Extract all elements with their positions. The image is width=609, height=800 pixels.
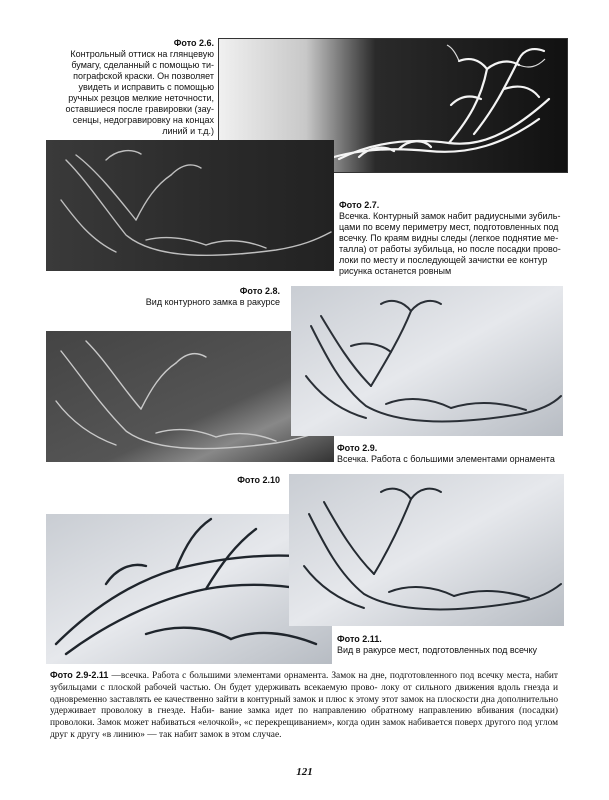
body-paragraph: Фото 2.9-2.11 —всечка. Работа с большими элементами орнамента. Замок на дне, подготовленного под всечку места, набит зубильцами с плоской рабочей частью. Он будет удерживать всекаемую прово- локу от сильного движения вдоль гнезда и одновременно заставлять ее качественно зайти в контурный замок и плюс к этому этот замок на плоскости дна дополнительно удерживает проволоку в гнезде. Наби- вание замка идет по направлению обратному направлению вбивания (посадки) проволоки. Замок может набиваться «елочкой», «с перекрещиванием», когда один замок набивается поверх другого под углом друг к другу «в линию» — так набит замок в этом случае. (50, 670, 559, 740)
photo-2-11-plate (289, 474, 564, 626)
caption-photo-2-8: Фото 2.8. Вид контурного замка в ракурсе (145, 286, 280, 307)
caption-photo-2-10: Фото 2.10 (237, 475, 280, 485)
caption-photo-2-6: Фото 2.6. Контрольный оттиск на глянцевую бумагу, сделанный с помощью ти- пографской краски. Он позволяет увидеть и исправить с помощью ручных резцов мелкие неточности, оставшиеся после гравировки (зау- сенцы, недогравировку на концах линий и т.д.) (48, 38, 214, 137)
photo-2-7-plate (46, 140, 334, 271)
photo-2-9-plate (291, 286, 563, 436)
page-number: 121 (296, 766, 313, 778)
caption-photo-2-11: Фото 2.11. Вид в ракурсе мест, подготовленных под всечку (337, 634, 537, 655)
body-lead: Фото 2.9-2.11 (50, 670, 109, 680)
caption-label: Фото 2.6. (173, 38, 214, 48)
caption-photo-2-7: Фото 2.7. Всечка. Контурный замок набит радиусными зубиль- цами по всему периметру мест, подготовленных под всечку. По краям видны следы (легкое поднятие ме- талла) от работы зубильца, но после посадки прово- локи по месту и последующей зачистки ее контур рисунка останется ровным (339, 200, 561, 276)
caption-photo-2-9: Фото 2.9. Всечка. Работа с большими элементами орнамента (337, 443, 555, 464)
